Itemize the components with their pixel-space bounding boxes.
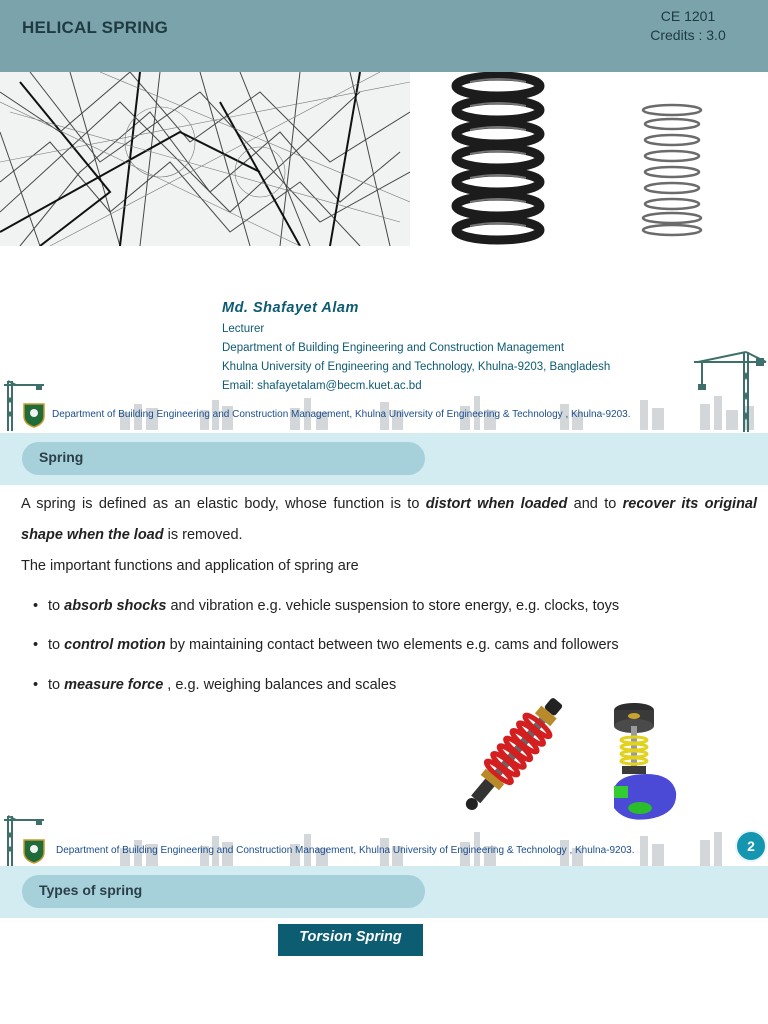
bullet-text: , e.g. weighing balances and scales	[163, 677, 397, 693]
bullet-text: to	[48, 677, 65, 693]
bullet-control-motion	[33, 637, 619, 653]
cam-follower-image	[600, 700, 680, 824]
bullet-text: to	[48, 637, 65, 653]
footer-text: Department of Building Engineering and Construction Management, Khulna University of Engineering & Technology , Khulna-9203.	[52, 409, 631, 420]
section-pill-types	[22, 875, 425, 908]
section-pill-spring	[22, 442, 425, 475]
dark-coil-spring-icon	[456, 76, 540, 240]
bullet-text: and vibration e.g. vehicle suspension to store energy, e.g. clocks, toys	[166, 598, 620, 614]
bullet-bold: absorb shocks	[64, 598, 167, 614]
author-email: Email: shafayetalam@becm.kuet.ac.bd	[222, 380, 422, 392]
torsion-spring-label	[278, 924, 423, 956]
bullet-text: to	[48, 598, 65, 614]
bullet-measure-force	[33, 677, 396, 693]
bullet-bold: measure force	[64, 677, 164, 693]
footer-band-2	[0, 826, 768, 866]
definition-bold-1: distort when loaded	[425, 496, 568, 512]
section-title-spring: Spring	[39, 449, 84, 465]
bullet-bold: control motion	[64, 637, 166, 653]
author-university: Khulna University of Engineering and Technology, Khulna-9203, Bangladesh	[222, 361, 611, 373]
slide-title: HELICAL SPRING	[22, 18, 169, 37]
definition-text-1: A spring is defined as an elastic body, whose function is to	[21, 496, 426, 512]
bullet-absorb-shocks	[33, 598, 619, 614]
definition-paragraph	[21, 489, 757, 551]
author-department: Department of Building Engineering and Construction Management	[222, 342, 565, 354]
bullet-text: by maintaining contact between two elements e.g. cams and followers	[165, 637, 619, 653]
springs-image	[410, 72, 768, 246]
definition-text-2: and to	[567, 496, 623, 512]
course-credits: Credits : 3.0	[650, 27, 726, 43]
course-code: CE 1201	[660, 8, 716, 24]
bullet-dot: •	[33, 677, 39, 693]
footer-band-1	[0, 390, 768, 430]
author-name: Md. Shafayet Alam	[222, 300, 359, 316]
definition-text-3: is removed.	[163, 527, 243, 543]
author-block	[222, 300, 610, 396]
footer-text: Department of Building Engineering and Construction Management, Khulna University of Engineering & Technology , Khulna-9203.	[56, 845, 635, 856]
author-role: Lecturer	[222, 323, 265, 335]
section-title-types: Types of spring	[39, 882, 143, 898]
crane-left-icon	[2, 377, 46, 436]
silver-coil-spring-icon	[643, 105, 701, 235]
definition-bold-2: recover its original shape when the load	[21, 496, 758, 543]
page-number-badge: 2	[735, 830, 767, 862]
bullet-dot: •	[33, 598, 39, 614]
crane-left-icon	[2, 812, 46, 871]
torsion-spring-text: Torsion Spring	[299, 929, 402, 945]
functions-intro: The important functions and application of spring are	[21, 558, 359, 574]
shock-absorber-image	[448, 685, 578, 825]
course-info	[628, 7, 748, 45]
bullet-dot: •	[33, 637, 39, 653]
network-image	[0, 72, 410, 246]
crane-right-icon	[690, 348, 768, 437]
